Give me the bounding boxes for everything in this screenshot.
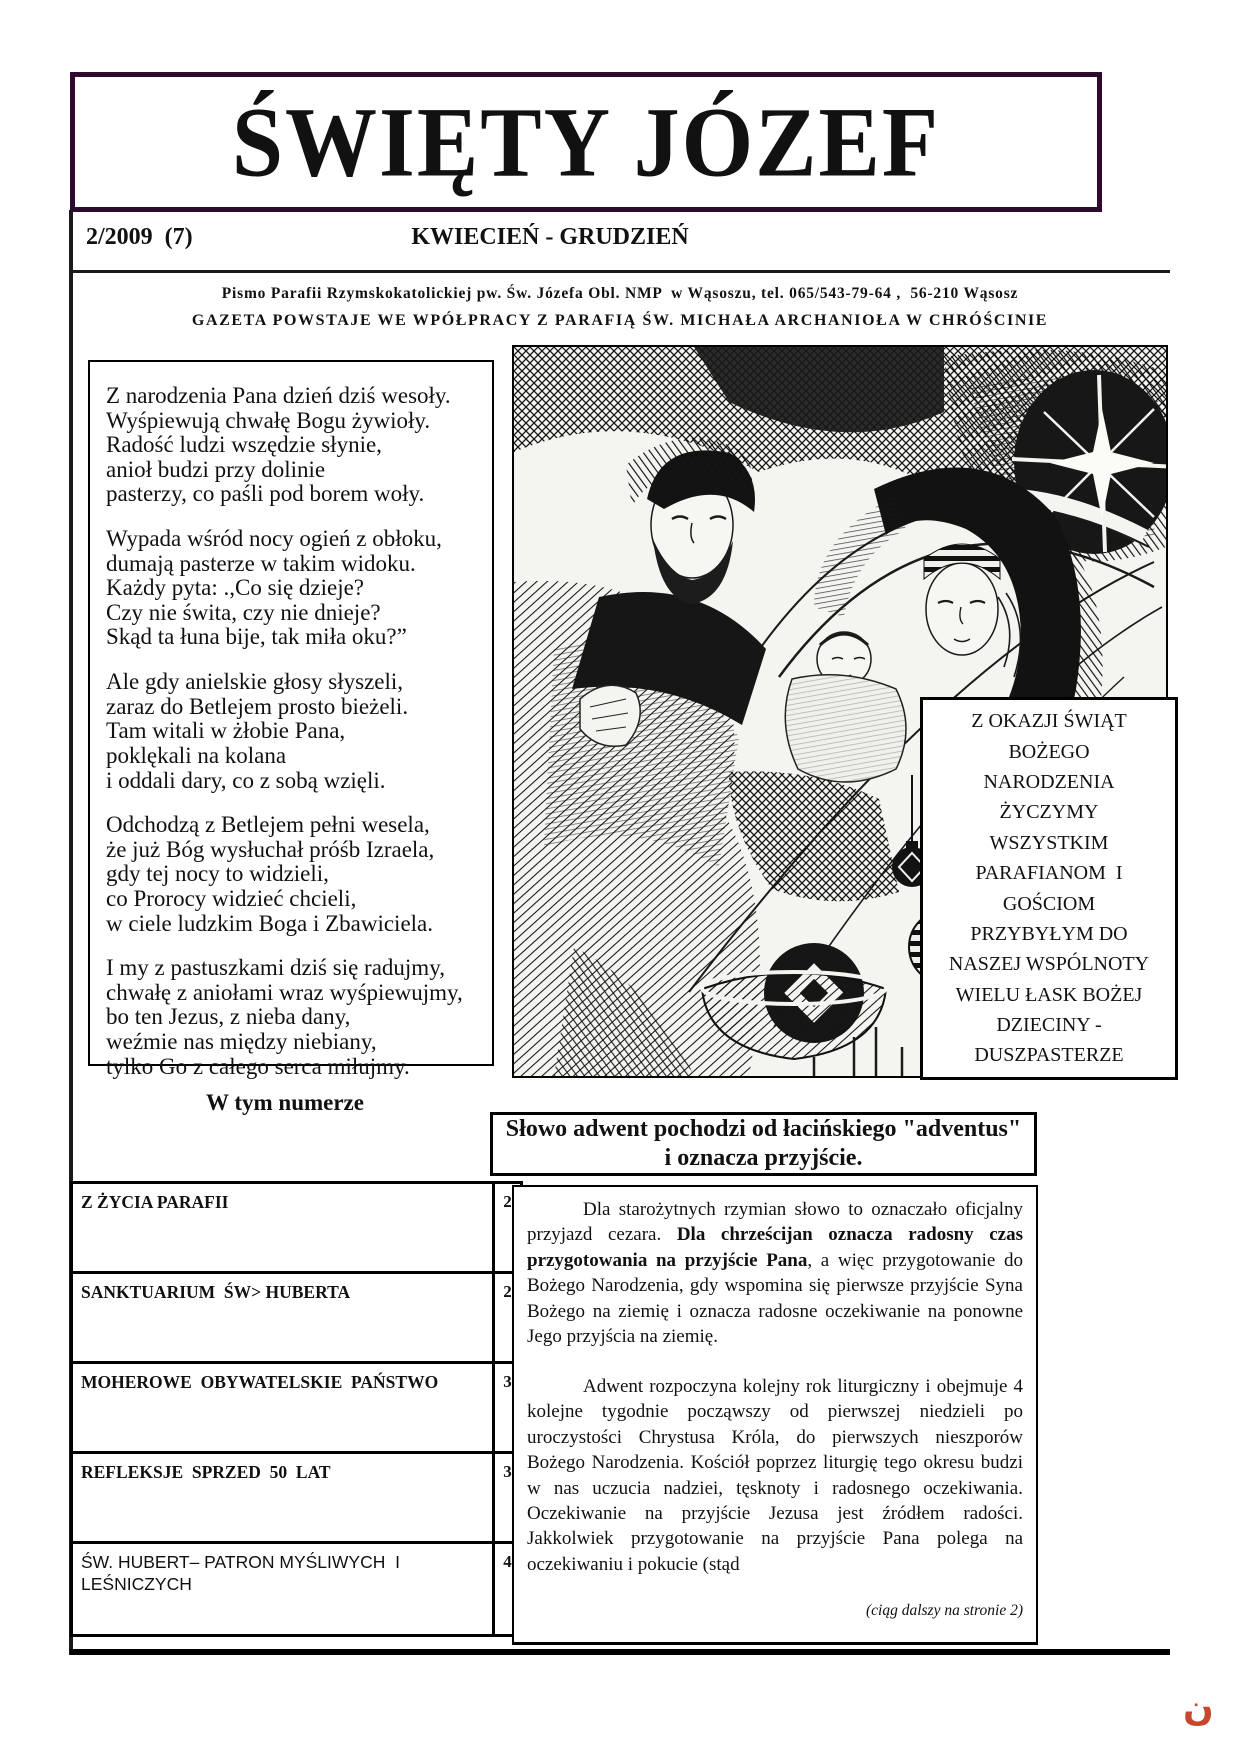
article-paragraph-2: Adwent rozpoczyna kolejny rok liturgiczny i obejmuje 4 kolejne tygodnie począwszy od pierwszej niedzieli po uroczystości Chrystusa Króla, do pierwszych nieszporów Bożego Narodzenia. Kościół poprzez liturgię tego okresu budzi w nas uczucia nadziei, tęsknoty i radosnego oczekiwania. Oczekiwanie na przyjście Jezusa jest źródłem radości. Jakkolwiek przygotowanie na przyjście Pana polega na oczekiwaniu i pokucie (stąd <box>527 1375 1023 1575</box>
advent-headline-box: Słowo adwent pochodzi od łacińskiego "adventus" i oznacza przyjście. <box>490 1112 1037 1176</box>
toc-item-page: 4 <box>492 1544 520 1634</box>
toc-item-title: ŚW. HUBERT– PATRON MYŚLIWYCH I LEŚNICZYCH <box>81 1552 405 1594</box>
cooperation-info-line: GAZETA POWSTAJE WE WPÓŁPRACY Z PARAFIĄ ŚW. MICHAŁA ARCHANIOŁA W CHRÓŚCINIE <box>191 312 1049 329</box>
christmas-wishes-box <box>920 697 1178 1080</box>
poem-stanza: I my z pastuszkami dziś się radujmy, chwałę z aniołami wraz wyśpiewujmy, bo ten Jezus, z nieba dany, weźmie nas między niebiany, tylko Go z całego serca miłujmy. <box>106 955 463 1079</box>
toc-item-page: 3 <box>492 1454 520 1541</box>
toc-item-title: SANKTUARIUM ŚW> HUBERTA <box>81 1282 351 1302</box>
poem-stanza: Odchodzą z Betlejem pełni wesela, że już Bóg wysłuchał próśb Izraela, gdy tej nocy to widzieli, co Prorocy widzieć chcieli, w ciele ludzkim Boga i Zbawiciela. <box>106 812 435 936</box>
toc-item-page: 2 <box>492 1274 520 1361</box>
poem-stanza: Wypada wśród nocy ogień z obłoku, dumają pasterze w takim widoku. Każdy pyta: .,Co się dzieje? Czy nie świta, czy nie dnieje? Skąd ta łuna bije, tak miła oku?” <box>106 526 442 650</box>
period-label: KWIECIEŃ - GRUDZIEŃ <box>411 224 689 250</box>
poem-stanza: Ale gdy anielskie głosy słyszeli, zaraz do Betlejem prosto bieżeli. Tam witali w żłobie Pana, poklękali na kolana i oddali dary, co z sobą wzięli. <box>106 669 409 793</box>
christmas-wishes-text: Z OKAZJI ŚWIĄT BOŻEGO NARODZENIA ŻYCZYMY WSZYSTKIM PARAFIANOM I GOŚCIOM PRZYBYŁYM DO NASZEJ WSPÓLNOTY WIELU ŁASK BOŻEJ DZIECINY - DUSZPASTERZE <box>948 710 1150 1067</box>
article-p1-bold-text: Dla chrześcijan oznacza radosny czas przygotowania na przyjście Pana <box>527 1224 1024 1271</box>
article-p1-text: Dla starożytnych rzymian słowo to oznaczało oficjalny przyjazd cezara. <box>527 1199 1023 1246</box>
toc-heading: W tym numerze <box>206 1090 364 1115</box>
toc-table <box>70 1181 523 1637</box>
toc-item-title: REFLEKSJE SPRZED 50 LAT <box>81 1462 331 1482</box>
toc-row <box>73 1274 520 1364</box>
carol-poem-box <box>88 360 494 1079</box>
issue-number: 2/2009 (7) <box>86 224 193 250</box>
toc-row <box>73 1454 520 1544</box>
toc-item-title: MOHEROWE OBYWATELSKIE PAŃSTWO <box>81 1372 439 1392</box>
toc-row <box>73 1364 520 1454</box>
article-p1-text: , a więc przygotowanie do Bożego Narodzenia, gdy wspomina się pierwsze przyjście Syna Bożego na ziemię i oznacza radosne oczekiwanie na ponowne Jego przyjścia na ziemię. <box>527 1249 1023 1348</box>
toc-row <box>73 1544 520 1634</box>
bottom-page-rule <box>70 1649 1170 1655</box>
toc-row <box>73 1184 520 1274</box>
poem-stanza: Z narodzenia Pana dzień dziś wesoły. Wyśpiewują chwałę Bogu żywioły. Radość ludzi wszędzie słynie, anioł budzi przy dolinie pasterzy, co paśli pod borem woły. <box>106 383 451 507</box>
toc-item-page: 2 <box>492 1184 520 1271</box>
parish-info-line: Pismo Parafii Rzymskokatolickiej pw. Św. Józefa Obl. NMP w Wąsoszu, tel. 065/543-79-64 , 56-210 Wąsosz <box>221 285 1019 302</box>
watermark-glyph: ن <box>1183 1688 1214 1729</box>
article-paragraph-1 <box>527 1197 1023 1350</box>
issue-band <box>70 212 1170 270</box>
toc-item-page: 3 <box>492 1364 520 1451</box>
continuation-note: (ciąg dalszy na stronie 2) <box>866 1602 1023 1620</box>
page-title: ŚWIĘTY JÓZEF <box>231 86 941 198</box>
masthead-info-box <box>70 270 1170 351</box>
advent-article-box <box>512 1185 1038 1645</box>
toc-item-title: Z ŻYCIA PARAFII <box>81 1192 229 1212</box>
masthead-title-box <box>70 72 1102 212</box>
